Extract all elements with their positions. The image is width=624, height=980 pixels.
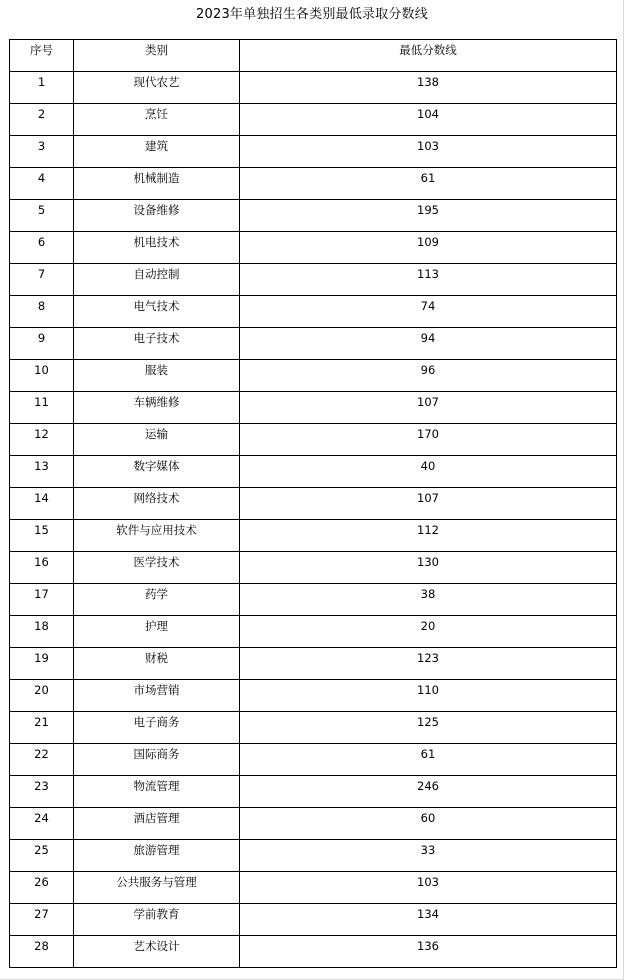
- cell-score: 33: [240, 840, 617, 872]
- table-row: [10, 904, 617, 936]
- cell-index: 11: [10, 392, 74, 424]
- cell-index: 16: [10, 552, 74, 584]
- cell-score: 136: [240, 936, 617, 968]
- table-row: [10, 360, 617, 392]
- cell-category: 机电技术: [74, 232, 240, 264]
- cell-score: 130: [240, 552, 617, 584]
- cell-index: 5: [10, 200, 74, 232]
- cell-index: 13: [10, 456, 74, 488]
- cell-index: 10: [10, 360, 74, 392]
- cell-category: 服装: [74, 360, 240, 392]
- cell-index: 22: [10, 744, 74, 776]
- cell-category: 自动控制: [74, 264, 240, 296]
- cell-index: 12: [10, 424, 74, 456]
- cell-score: 74: [240, 296, 617, 328]
- table-row: [10, 744, 617, 776]
- table-row: [10, 648, 617, 680]
- table-row: [10, 712, 617, 744]
- cell-score: 61: [240, 168, 617, 200]
- cell-score: 110: [240, 680, 617, 712]
- cell-score: 246: [240, 776, 617, 808]
- cell-category: 艺术设计: [74, 936, 240, 968]
- table-row: [10, 392, 617, 424]
- table-row: [10, 616, 617, 648]
- table-row: [10, 840, 617, 872]
- cell-index: 8: [10, 296, 74, 328]
- cell-category: 电子商务: [74, 712, 240, 744]
- cell-index: 9: [10, 328, 74, 360]
- cell-category: 物流管理: [74, 776, 240, 808]
- cell-index: 2: [10, 104, 74, 136]
- cell-score: 60: [240, 808, 617, 840]
- cell-category: 国际商务: [74, 744, 240, 776]
- cell-index: 26: [10, 872, 74, 904]
- cell-index: 20: [10, 680, 74, 712]
- cell-category: 机械制造: [74, 168, 240, 200]
- cell-category: 药学: [74, 584, 240, 616]
- table-row: [10, 584, 617, 616]
- cell-category: 运输: [74, 424, 240, 456]
- cell-category: 现代农艺: [74, 72, 240, 104]
- cell-score: 134: [240, 904, 617, 936]
- cell-category: 护理: [74, 616, 240, 648]
- table-row: [10, 808, 617, 840]
- cell-category: 市场营销: [74, 680, 240, 712]
- table-row: [10, 200, 617, 232]
- cell-score: 138: [240, 72, 617, 104]
- table-row: [10, 936, 617, 968]
- cell-score: 103: [240, 872, 617, 904]
- cell-index: 3: [10, 136, 74, 168]
- cell-category: 财税: [74, 648, 240, 680]
- table-row: [10, 552, 617, 584]
- cell-index: 23: [10, 776, 74, 808]
- table-row: [10, 104, 617, 136]
- table-body: [10, 72, 617, 968]
- cell-category: 电气技术: [74, 296, 240, 328]
- table-row: [10, 328, 617, 360]
- cell-category: 烹饪: [74, 104, 240, 136]
- cell-score: 103: [240, 136, 617, 168]
- cell-score: 104: [240, 104, 617, 136]
- table-row: [10, 680, 617, 712]
- table-row: [10, 872, 617, 904]
- cell-score: 107: [240, 392, 617, 424]
- cell-score: 195: [240, 200, 617, 232]
- cell-category: 软件与应用技术: [74, 520, 240, 552]
- cell-category: 设备维修: [74, 200, 240, 232]
- cell-index: 25: [10, 840, 74, 872]
- cell-score: 123: [240, 648, 617, 680]
- cell-category: 医学技术: [74, 552, 240, 584]
- table-row: [10, 72, 617, 104]
- cell-category: 建筑: [74, 136, 240, 168]
- table-row: [10, 264, 617, 296]
- cell-category: 网络技术: [74, 488, 240, 520]
- cell-score: 40: [240, 456, 617, 488]
- cell-index: 19: [10, 648, 74, 680]
- cell-category: 车辆维修: [74, 392, 240, 424]
- cell-score: 125: [240, 712, 617, 744]
- table-row: [10, 296, 617, 328]
- cell-score: 96: [240, 360, 617, 392]
- cell-index: 21: [10, 712, 74, 744]
- cell-score: 113: [240, 264, 617, 296]
- cell-index: 6: [10, 232, 74, 264]
- cell-score: 107: [240, 488, 617, 520]
- table-header-row: [10, 40, 617, 72]
- cell-category: 旅游管理: [74, 840, 240, 872]
- table-row: [10, 520, 617, 552]
- cell-index: 17: [10, 584, 74, 616]
- table-row: [10, 488, 617, 520]
- table-row: [10, 168, 617, 200]
- cell-category: 数字媒体: [74, 456, 240, 488]
- table-row: [10, 136, 617, 168]
- cell-score: 112: [240, 520, 617, 552]
- header-score: 最低分数线: [240, 40, 617, 72]
- cell-score: 170: [240, 424, 617, 456]
- cell-index: 18: [10, 616, 74, 648]
- cell-index: 14: [10, 488, 74, 520]
- cell-score: 109: [240, 232, 617, 264]
- cell-category: 公共服务与管理: [74, 872, 240, 904]
- cell-index: 1: [10, 72, 74, 104]
- cell-index: 7: [10, 264, 74, 296]
- cell-category: 学前教育: [74, 904, 240, 936]
- table-row: [10, 424, 617, 456]
- cell-category: 酒店管理: [74, 808, 240, 840]
- table-row: [10, 776, 617, 808]
- cell-index: 28: [10, 936, 74, 968]
- score-table: [9, 39, 617, 968]
- table-row: [10, 456, 617, 488]
- page-title: 2023年单独招生各类别最低录取分数线: [196, 7, 428, 22]
- cell-index: 15: [10, 520, 74, 552]
- cell-index: 4: [10, 168, 74, 200]
- header-category: 类别: [74, 40, 240, 72]
- cell-category: 电子技术: [74, 328, 240, 360]
- cell-index: 27: [10, 904, 74, 936]
- cell-index: 24: [10, 808, 74, 840]
- cell-score: 20: [240, 616, 617, 648]
- header-index: 序号: [10, 40, 74, 72]
- cell-score: 94: [240, 328, 617, 360]
- cell-score: 61: [240, 744, 617, 776]
- cell-score: 38: [240, 584, 617, 616]
- table-row: [10, 232, 617, 264]
